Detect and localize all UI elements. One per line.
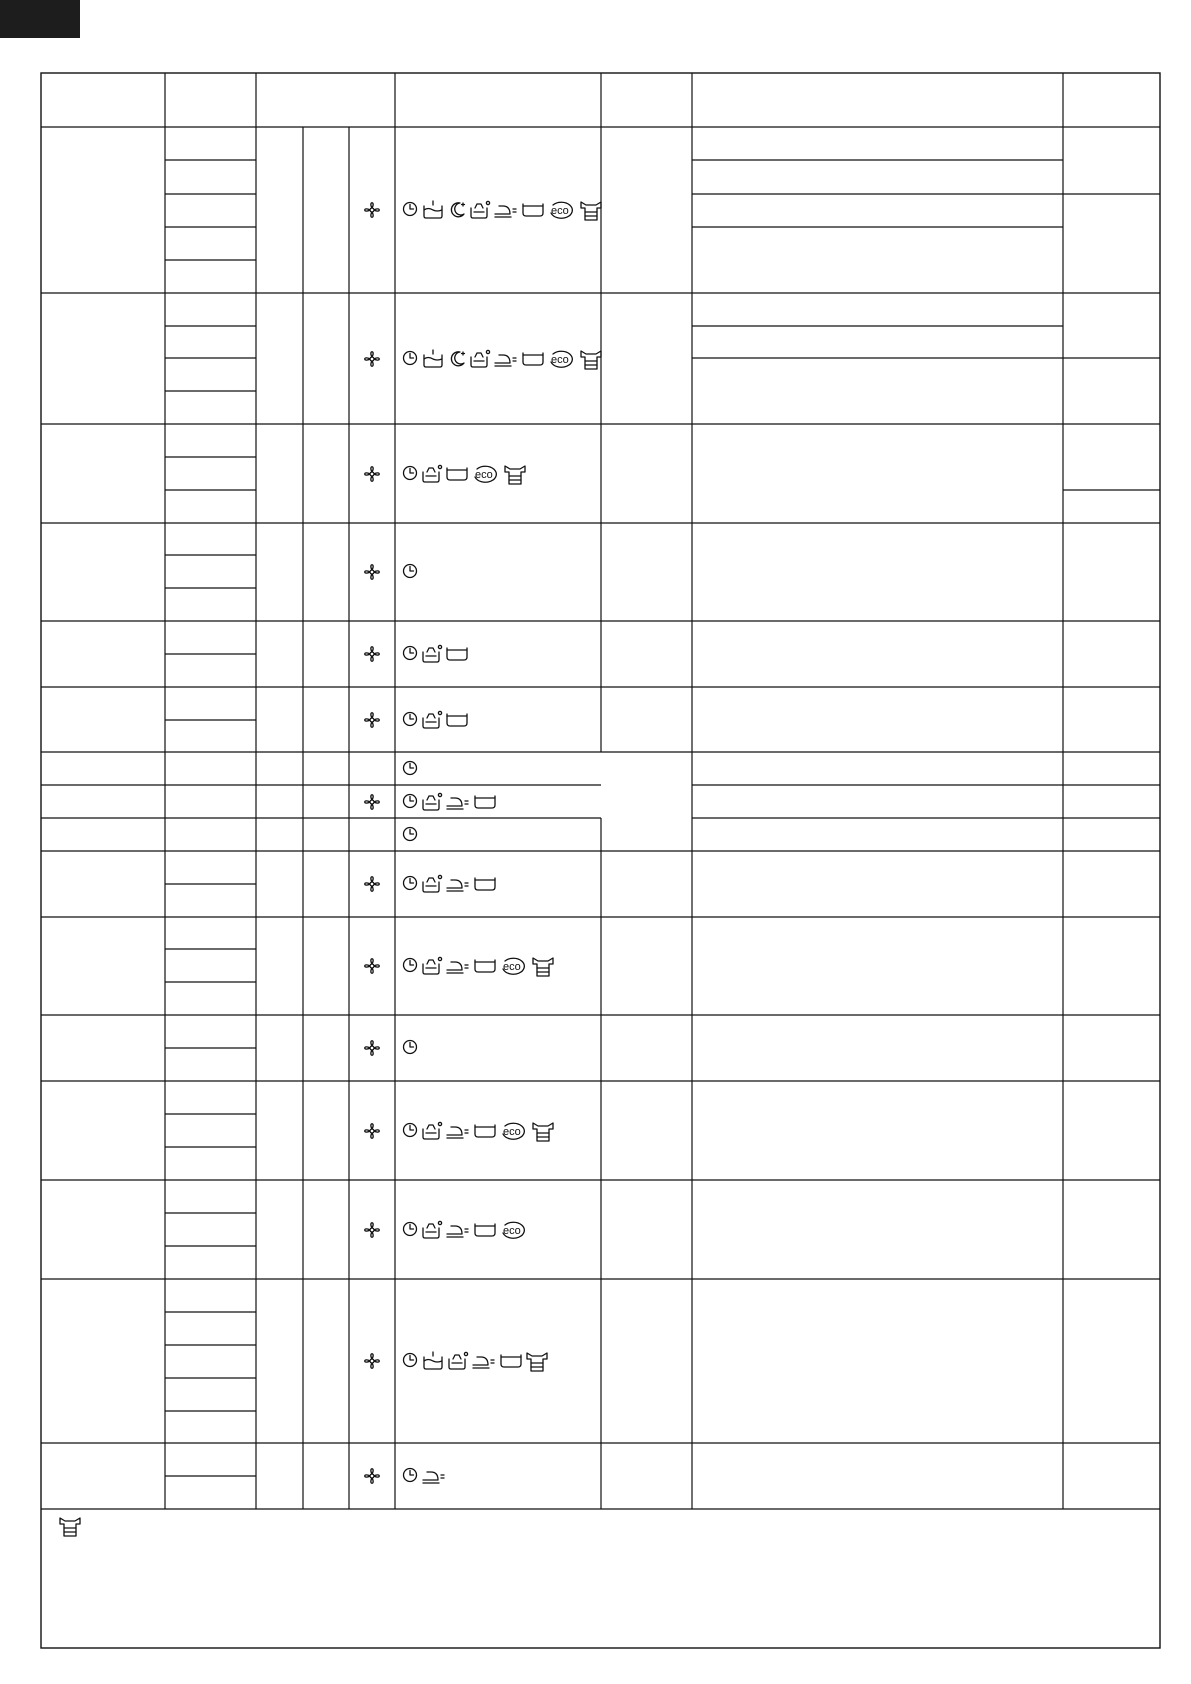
stain-icon — [421, 956, 443, 976]
icon-wrapper — [401, 349, 419, 372]
icon-wrapper — [499, 1351, 523, 1374]
fan-icon — [361, 199, 383, 221]
icon-wrapper — [401, 1220, 419, 1243]
stain-icon — [421, 874, 443, 894]
icon-wrapper — [361, 1465, 383, 1492]
easy-iron-icon — [579, 349, 603, 371]
stain-icon — [421, 710, 443, 730]
icon-wrapper — [421, 1121, 443, 1146]
easy-iron-icon — [503, 464, 527, 486]
timer-icon — [401, 792, 419, 810]
icon-wrapper — [421, 710, 443, 735]
easy-iron-icon — [525, 1351, 549, 1373]
timer-icon — [401, 1351, 419, 1369]
fan-icon — [361, 463, 383, 485]
timer-icon — [401, 644, 419, 662]
prewash-icon — [421, 200, 445, 220]
rinse-hold-icon — [473, 956, 497, 974]
icon-wrapper — [421, 200, 445, 225]
iron-icon — [493, 349, 519, 367]
icon-wrapper — [421, 956, 443, 981]
icon-wrapper — [401, 200, 419, 223]
rinse-hold-icon — [473, 792, 497, 810]
icon-wrapper — [361, 463, 383, 490]
stain-icon — [421, 792, 443, 812]
icon-wrapper — [521, 349, 545, 372]
rinse-hold-icon — [499, 1351, 523, 1369]
icon-wrapper — [471, 1351, 497, 1374]
icon-wrapper — [445, 710, 469, 733]
prewash-icon — [421, 1351, 445, 1371]
iron-icon — [493, 200, 519, 218]
icon-wrapper — [421, 1466, 447, 1489]
stain-icon — [469, 349, 491, 369]
icon-wrapper — [361, 1120, 383, 1147]
icon-wrapper — [421, 464, 443, 489]
fan-icon — [361, 1219, 383, 1241]
icon-wrapper — [361, 1037, 383, 1064]
svg-text:eco: eco — [503, 961, 521, 973]
eco-icon — [499, 1220, 529, 1240]
icon-wrapper — [361, 1219, 383, 1246]
night-icon — [447, 349, 467, 369]
timer-icon — [401, 200, 419, 218]
icon-wrapper — [421, 1351, 445, 1376]
iron-icon — [445, 1121, 471, 1139]
timer-icon — [401, 874, 419, 892]
icon-wrapper — [447, 200, 467, 225]
icon-wrapper — [361, 643, 383, 670]
icon-wrapper — [421, 874, 443, 899]
icon-wrapper — [361, 873, 383, 900]
eco-icon — [499, 1121, 529, 1141]
rinse-hold-icon — [445, 644, 469, 662]
icon-wrapper — [499, 1220, 529, 1245]
icon-wrapper — [401, 1466, 419, 1489]
icon-wrapper — [445, 792, 471, 815]
icon-wrapper — [473, 1220, 497, 1243]
iron-icon — [421, 1466, 447, 1484]
icon-wrapper — [499, 1121, 529, 1146]
icon-wrapper — [58, 1516, 82, 1543]
icon-wrapper — [525, 1351, 549, 1378]
icon-wrapper — [401, 1121, 419, 1144]
stain-icon — [421, 1220, 443, 1240]
icon-wrapper — [579, 349, 603, 376]
timer-icon — [401, 562, 419, 580]
rinse-hold-icon — [445, 464, 469, 482]
night-icon — [447, 200, 467, 220]
timer-icon — [401, 825, 419, 843]
icon-wrapper — [499, 956, 529, 981]
rinse-hold-icon — [473, 1220, 497, 1238]
icon-wrapper — [471, 464, 501, 489]
timer-icon — [401, 759, 419, 777]
icon-wrapper — [401, 710, 419, 733]
fan-icon — [361, 1120, 383, 1142]
icon-wrapper — [531, 1121, 555, 1148]
icon-wrapper — [547, 349, 577, 374]
icon-wrapper — [445, 1220, 471, 1243]
rinse-hold-icon — [521, 200, 545, 218]
icon-wrapper — [361, 1350, 383, 1377]
stain-icon — [421, 644, 443, 664]
icon-wrapper — [421, 792, 443, 817]
eco-icon — [547, 349, 577, 369]
fan-icon — [361, 791, 383, 813]
fan-icon — [361, 955, 383, 977]
timer-icon — [401, 1121, 419, 1139]
fan-icon — [361, 873, 383, 895]
icon-wrapper — [421, 644, 443, 669]
icon-wrapper — [361, 348, 383, 375]
timer-icon — [401, 1466, 419, 1484]
icon-wrapper — [401, 825, 419, 848]
fan-icon — [361, 643, 383, 665]
fan-icon — [361, 1465, 383, 1487]
timer-icon — [401, 710, 419, 728]
icon-wrapper — [473, 792, 497, 815]
svg-text:eco: eco — [475, 468, 493, 481]
timer-icon — [401, 1220, 419, 1238]
svg-text:eco: eco — [551, 205, 569, 217]
icon-wrapper — [401, 644, 419, 667]
icon-wrapper — [493, 349, 519, 372]
icon-wrapper — [361, 709, 383, 736]
icon-wrapper — [401, 464, 419, 487]
icon-wrapper — [521, 200, 545, 223]
rinse-hold-icon — [473, 874, 497, 892]
timer-icon — [401, 349, 419, 367]
iron-icon — [445, 792, 471, 810]
icon-wrapper — [473, 874, 497, 897]
icon-wrapper — [445, 874, 471, 897]
easy-iron-icon — [531, 956, 555, 978]
icon-wrapper — [361, 561, 383, 588]
fan-icon — [361, 348, 383, 370]
timer-icon — [401, 956, 419, 974]
icon-wrapper — [445, 464, 469, 487]
icon-wrapper — [401, 1038, 419, 1061]
eco-icon — [499, 956, 529, 976]
icon-wrapper — [401, 562, 419, 585]
rinse-hold-icon — [521, 349, 545, 367]
fan-icon — [361, 561, 383, 583]
icon-wrapper — [361, 199, 383, 226]
icon-wrapper — [469, 200, 491, 225]
iron-icon — [445, 874, 471, 892]
icon-wrapper — [473, 956, 497, 979]
svg-text:eco: eco — [551, 353, 569, 366]
easy-iron-icon — [579, 200, 603, 222]
icon-wrapper — [361, 791, 383, 818]
easy-iron-icon — [531, 1121, 555, 1143]
icon-wrapper — [445, 1121, 471, 1144]
fan-icon — [361, 1037, 383, 1059]
svg-text:eco: eco — [503, 1224, 521, 1237]
fan-icon — [361, 1350, 383, 1372]
eco-icon — [471, 464, 501, 484]
timer-icon — [401, 1038, 419, 1056]
iron-icon — [445, 956, 471, 974]
icon-wrapper — [493, 200, 519, 223]
icon-wrapper — [421, 349, 445, 374]
icon-wrapper — [401, 759, 419, 782]
icon-wrapper — [531, 956, 555, 983]
icon-wrapper — [579, 200, 603, 227]
icon-wrapper — [361, 955, 383, 982]
easy-iron-icon — [58, 1516, 82, 1538]
icon-wrapper — [401, 874, 419, 897]
fan-icon — [361, 709, 383, 731]
icon-wrapper — [447, 349, 467, 374]
iron-icon — [445, 1220, 471, 1238]
icon-wrapper — [473, 1121, 497, 1144]
iron-icon — [471, 1351, 497, 1369]
icon-wrapper — [401, 1351, 419, 1374]
stain-icon — [421, 1121, 443, 1141]
icon-wrapper — [445, 956, 471, 979]
icon-wrapper — [447, 1351, 469, 1376]
icon-wrapper — [445, 644, 469, 667]
stain-icon — [421, 464, 443, 484]
icon-wrapper — [503, 464, 527, 491]
timer-icon — [401, 464, 419, 482]
svg-text:eco: eco — [503, 1125, 521, 1138]
icon-wrapper — [547, 200, 577, 225]
icon-wrapper — [469, 349, 491, 374]
icon-wrapper — [401, 956, 419, 979]
stain-icon — [469, 200, 491, 220]
rinse-hold-icon — [473, 1121, 497, 1139]
icon-wrapper — [401, 792, 419, 815]
stain-icon — [447, 1351, 469, 1371]
prewash-icon — [421, 349, 445, 369]
rinse-hold-icon — [445, 710, 469, 728]
eco-icon — [547, 200, 577, 220]
icon-wrapper — [421, 1220, 443, 1245]
